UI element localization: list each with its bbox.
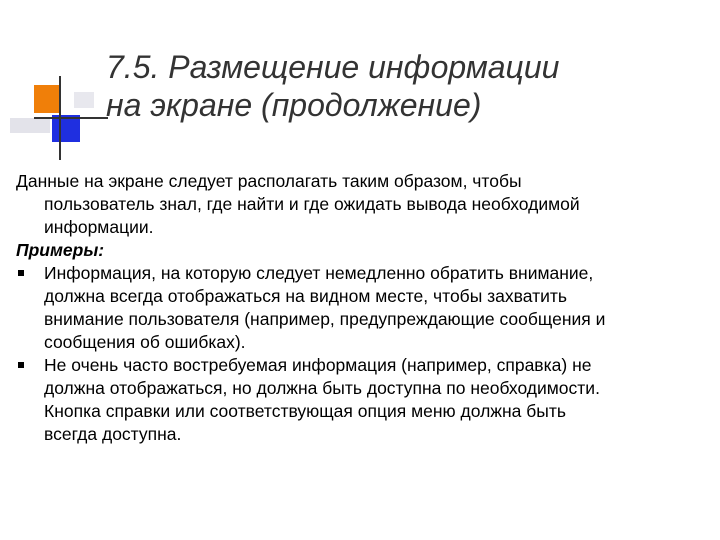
slide-title (106, 48, 716, 124)
slide-title-line-1: 7.5. Размещение информации (106, 49, 560, 85)
decorative-logo-graphic (0, 0, 110, 170)
slide-body (16, 170, 706, 446)
bullet-2-line-3: Кнопка справки или соответствующая опция меню должна быть (44, 401, 566, 421)
intro-line-3: информации. (44, 217, 154, 237)
intro-paragraph (16, 170, 706, 239)
logo-blue-square (52, 115, 80, 142)
bullet-2-line-4: всегда доступна. (44, 424, 182, 444)
bullet-item-1 (16, 262, 706, 354)
bullet-2-line-1: Не очень часто востребуемая информация (например, справка) не (44, 355, 592, 375)
logo-gray-shadow (10, 118, 50, 133)
logo-gray-shadow-2 (74, 92, 94, 108)
square-bullet-icon (18, 362, 24, 368)
slide-title-line-2: на экране (продолжение) (106, 87, 482, 123)
square-bullet-icon (18, 270, 24, 276)
bullet-item-2 (16, 354, 706, 446)
intro-line-1: Данные на экране следует располагать таким образом, чтобы (16, 171, 522, 191)
examples-heading: Примеры: (16, 240, 105, 260)
bullet-1-line-1: Информация, на которую следует немедленно обратить внимание, (44, 263, 594, 283)
bullet-1-line-4: сообщения об ошибках). (44, 332, 246, 352)
bullet-1-line-3: внимание пользователя (например, предупреждающие сообщения и (44, 309, 606, 329)
bullet-2-line-2: должна отображаться, но должна быть доступна по необходимости. (44, 378, 600, 398)
bullet-1-line-2: должна всегда отображаться на видном месте, чтобы захватить (44, 286, 568, 306)
logo-orange-square (34, 85, 61, 113)
intro-line-2: пользователь знал, где найти и где ожидать вывода необходимой (44, 194, 580, 214)
